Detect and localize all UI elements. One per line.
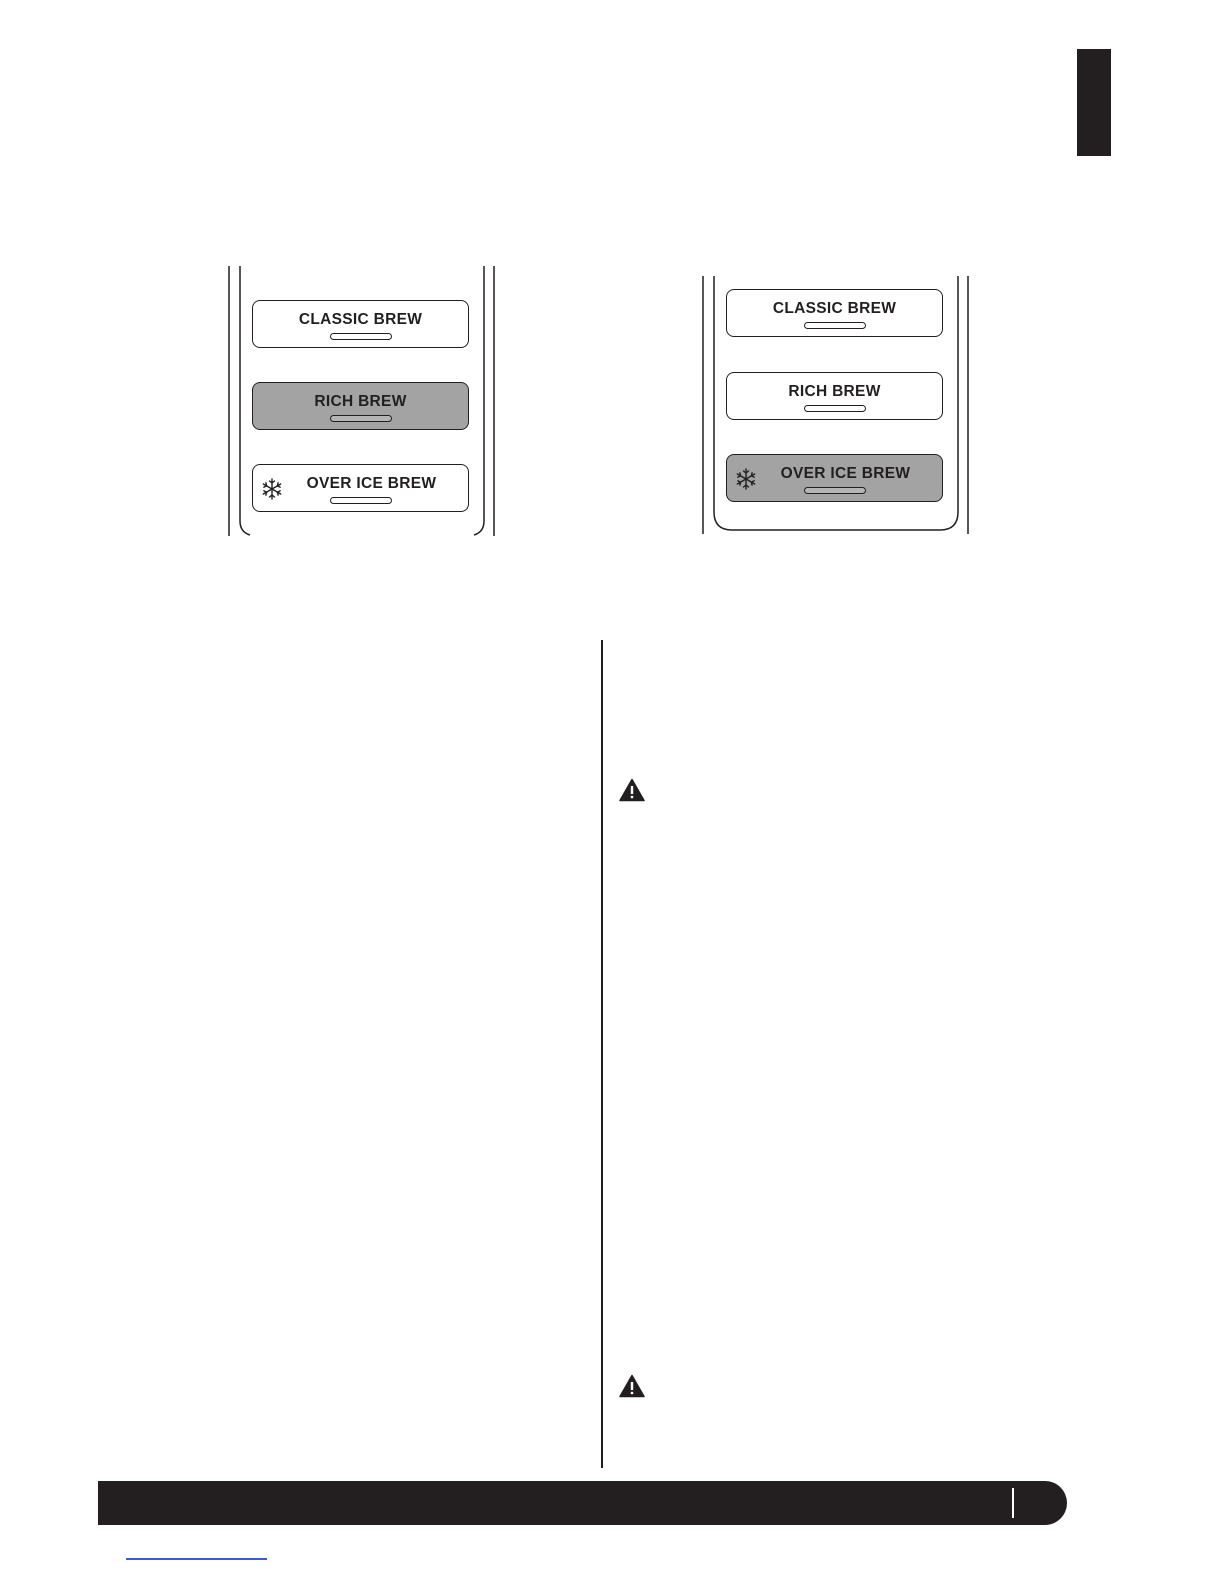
over-ice-brew-indicator: [330, 497, 392, 504]
over-ice-brew-button[interactable]: [252, 464, 469, 512]
rich-brew-button[interactable]: [252, 382, 469, 430]
rich-brew-indicator: [804, 405, 866, 412]
classic-brew-label: CLASSIC BREW: [772, 300, 897, 317]
control-panel-rich-brew-figure: [226, 266, 498, 536]
rich-brew-button[interactable]: [726, 372, 943, 420]
classic-brew-button[interactable]: [252, 300, 469, 348]
rich-brew-indicator: [330, 415, 392, 422]
rich-brew-label: RICH BREW: [314, 393, 407, 410]
rich-brew-label: RICH BREW: [788, 383, 881, 400]
classic-brew-indicator: [330, 333, 392, 340]
footer-bar: [98, 1481, 1067, 1525]
warning-icon: [619, 1374, 645, 1398]
section-tab-marker: [1077, 49, 1111, 156]
warning-icon: [619, 778, 645, 802]
over-ice-brew-label: OVER ICE BREW: [780, 465, 911, 482]
over-ice-brew-button[interactable]: [726, 454, 943, 502]
classic-brew-button[interactable]: [726, 289, 943, 337]
classic-brew-label: CLASSIC BREW: [298, 311, 423, 328]
footer-separator: [1012, 1488, 1014, 1518]
classic-brew-indicator: [804, 322, 866, 329]
control-panel-over-ice-figure: [700, 276, 972, 536]
over-ice-brew-label: OVER ICE BREW: [306, 475, 437, 492]
footer-link-underline[interactable]: [126, 1558, 267, 1560]
over-ice-brew-indicator: [804, 487, 866, 494]
column-divider: [601, 640, 603, 1468]
